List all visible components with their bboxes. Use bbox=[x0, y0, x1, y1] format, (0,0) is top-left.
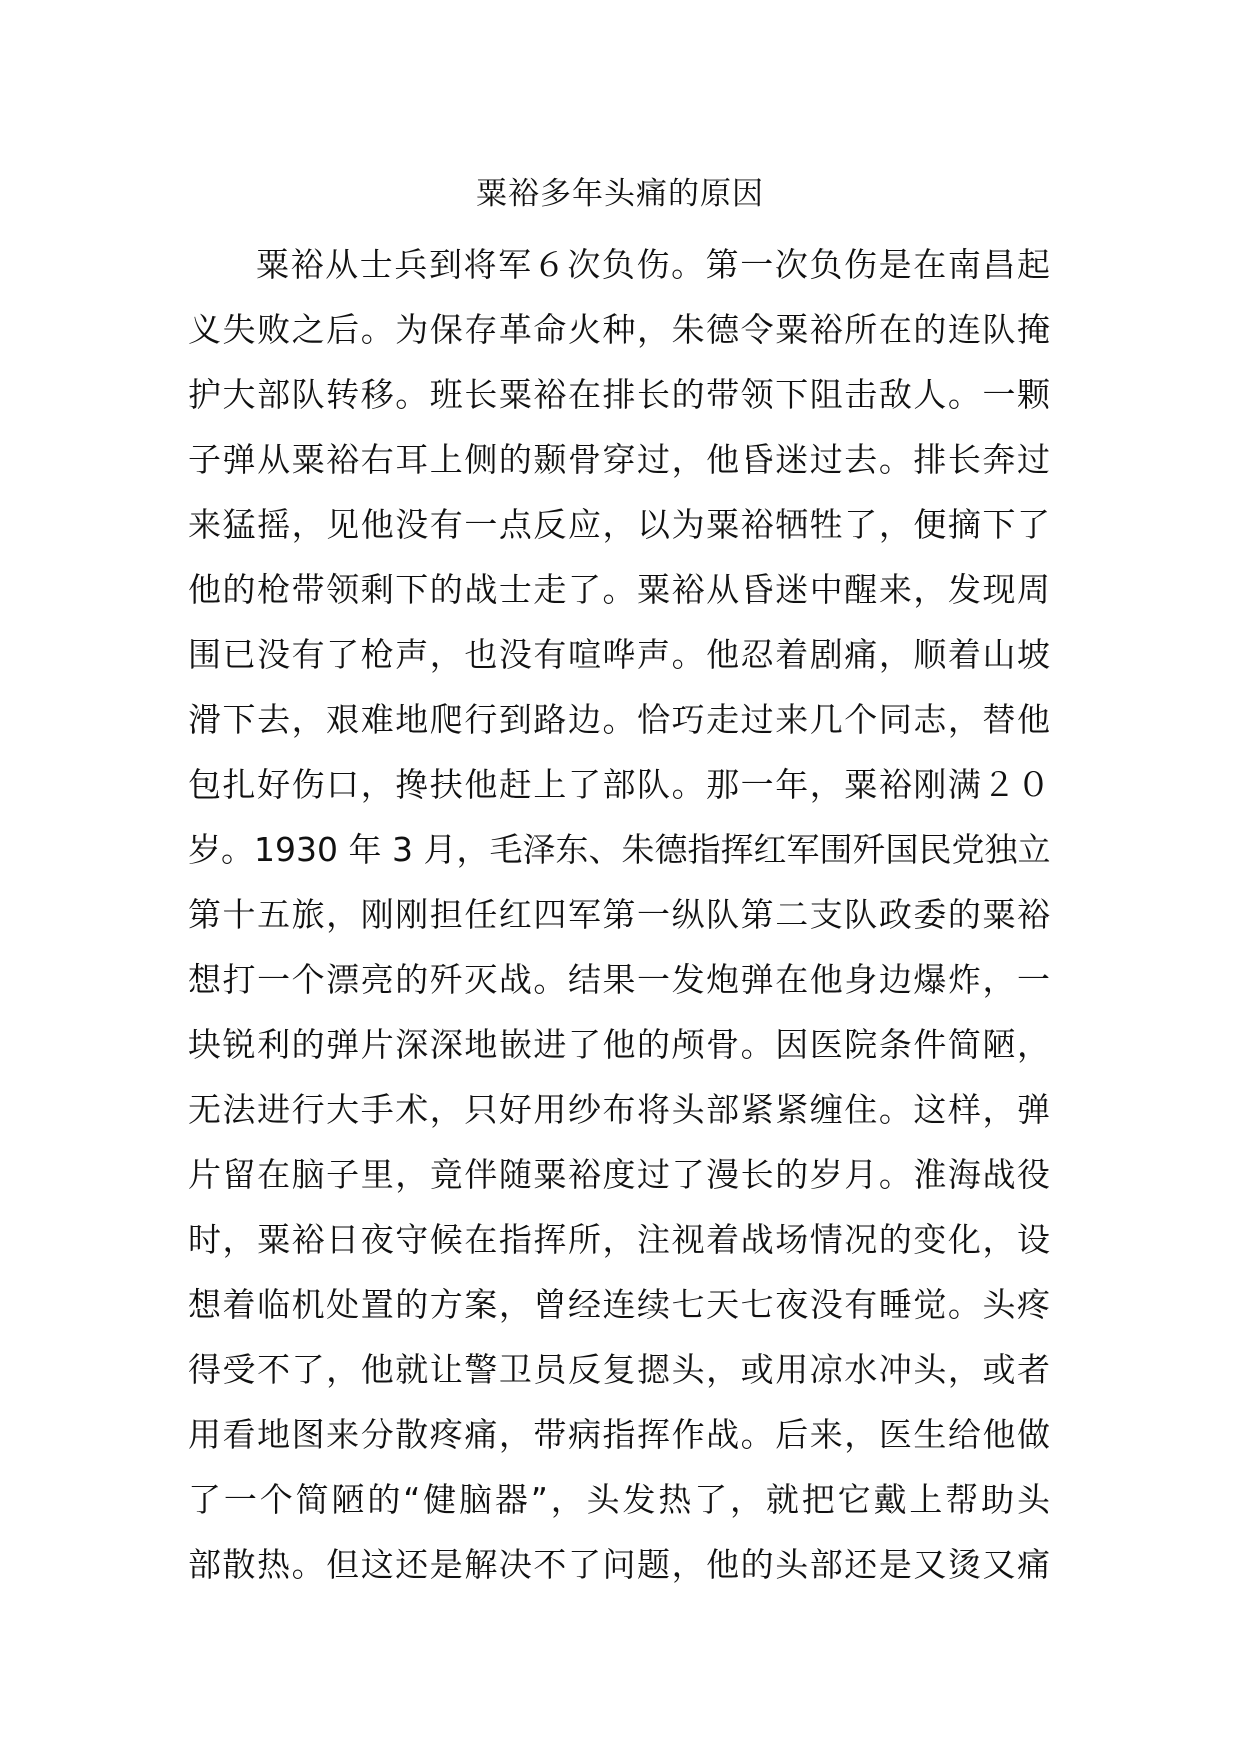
body-line: 岁。1930 年 3 月，毛泽东、朱德指挥红军围歼国民党独立 bbox=[188, 830, 1051, 869]
body-line: 片留在脑子里，竟伴随粟裕度过了漫长的岁月。淮海战役 bbox=[188, 1155, 1050, 1194]
body-line: 无法进行大手术，只好用纱布将头部紧紧缠住。这样，弹 bbox=[188, 1090, 1050, 1129]
document-title: 粟裕多年头痛的原因 bbox=[476, 176, 764, 212]
body-line: 用看地图来分散疼痛，带病指挥作战。后来，医生给他做 bbox=[188, 1415, 1050, 1454]
body-line: 围已没有了枪声，也没有喧哗声。他忍着剧痛，顺着山坡 bbox=[188, 635, 1050, 674]
body-line: 他的枪带领剩下的战士走了。粟裕从昏迷中醒来，发现周 bbox=[188, 570, 1050, 609]
body-line: 义失败之后。为保存革命火种，朱德令粟裕所在的连队掩 bbox=[188, 310, 1050, 349]
body-line: 护大部队转移。班长粟裕在排长的带领下阻击敌人。一颗 bbox=[188, 375, 1050, 414]
body-line: 块锐利的弹片深深地嵌进了他的颅骨。因医院条件简陋， bbox=[188, 1025, 1050, 1064]
body-line: 时，粟裕日夜守候在指挥所，注视着战场情况的变化，设 bbox=[188, 1220, 1050, 1259]
body-line: 来猛摇，见他没有一点反应，以为粟裕牺牲了，便摘下了 bbox=[188, 505, 1050, 544]
body-line: 部散热。但这还是解决不了问题，他的头部还是又烫又痛 bbox=[188, 1545, 1050, 1584]
body-line: 想着临机处置的方案，曾经连续七天七夜没有睡觉。头疼 bbox=[188, 1285, 1050, 1324]
body-line: 想打一个漂亮的歼灭战。结果一发炮弹在他身边爆炸，一 bbox=[188, 960, 1050, 999]
body-line: 包扎好伤口，搀扶他赶上了部队。那一年，粟裕刚满２０ bbox=[188, 765, 1050, 804]
body-line: 子弹从粟裕右耳上侧的颞骨穿过，他昏迷过去。排长奔过 bbox=[188, 440, 1050, 479]
body-line: 粟裕从士兵到将军６次负伤。第一次负伤是在南昌起 bbox=[256, 245, 1050, 284]
body-line: 第十五旅，刚刚担任红四军第一纵队第二支队政委的粟裕 bbox=[188, 895, 1050, 934]
body-line: 得受不了，他就让警卫员反复摁头，或用凉水冲头，或者 bbox=[188, 1350, 1050, 1389]
body-line: 了一个简陋的“健脑器”，头发热了，就把它戴上帮助头 bbox=[188, 1480, 1050, 1519]
body-line: 滑下去，艰难地爬行到路边。恰巧走过来几个同志，替他 bbox=[188, 700, 1050, 739]
document-body bbox=[188, 232, 1050, 1597]
